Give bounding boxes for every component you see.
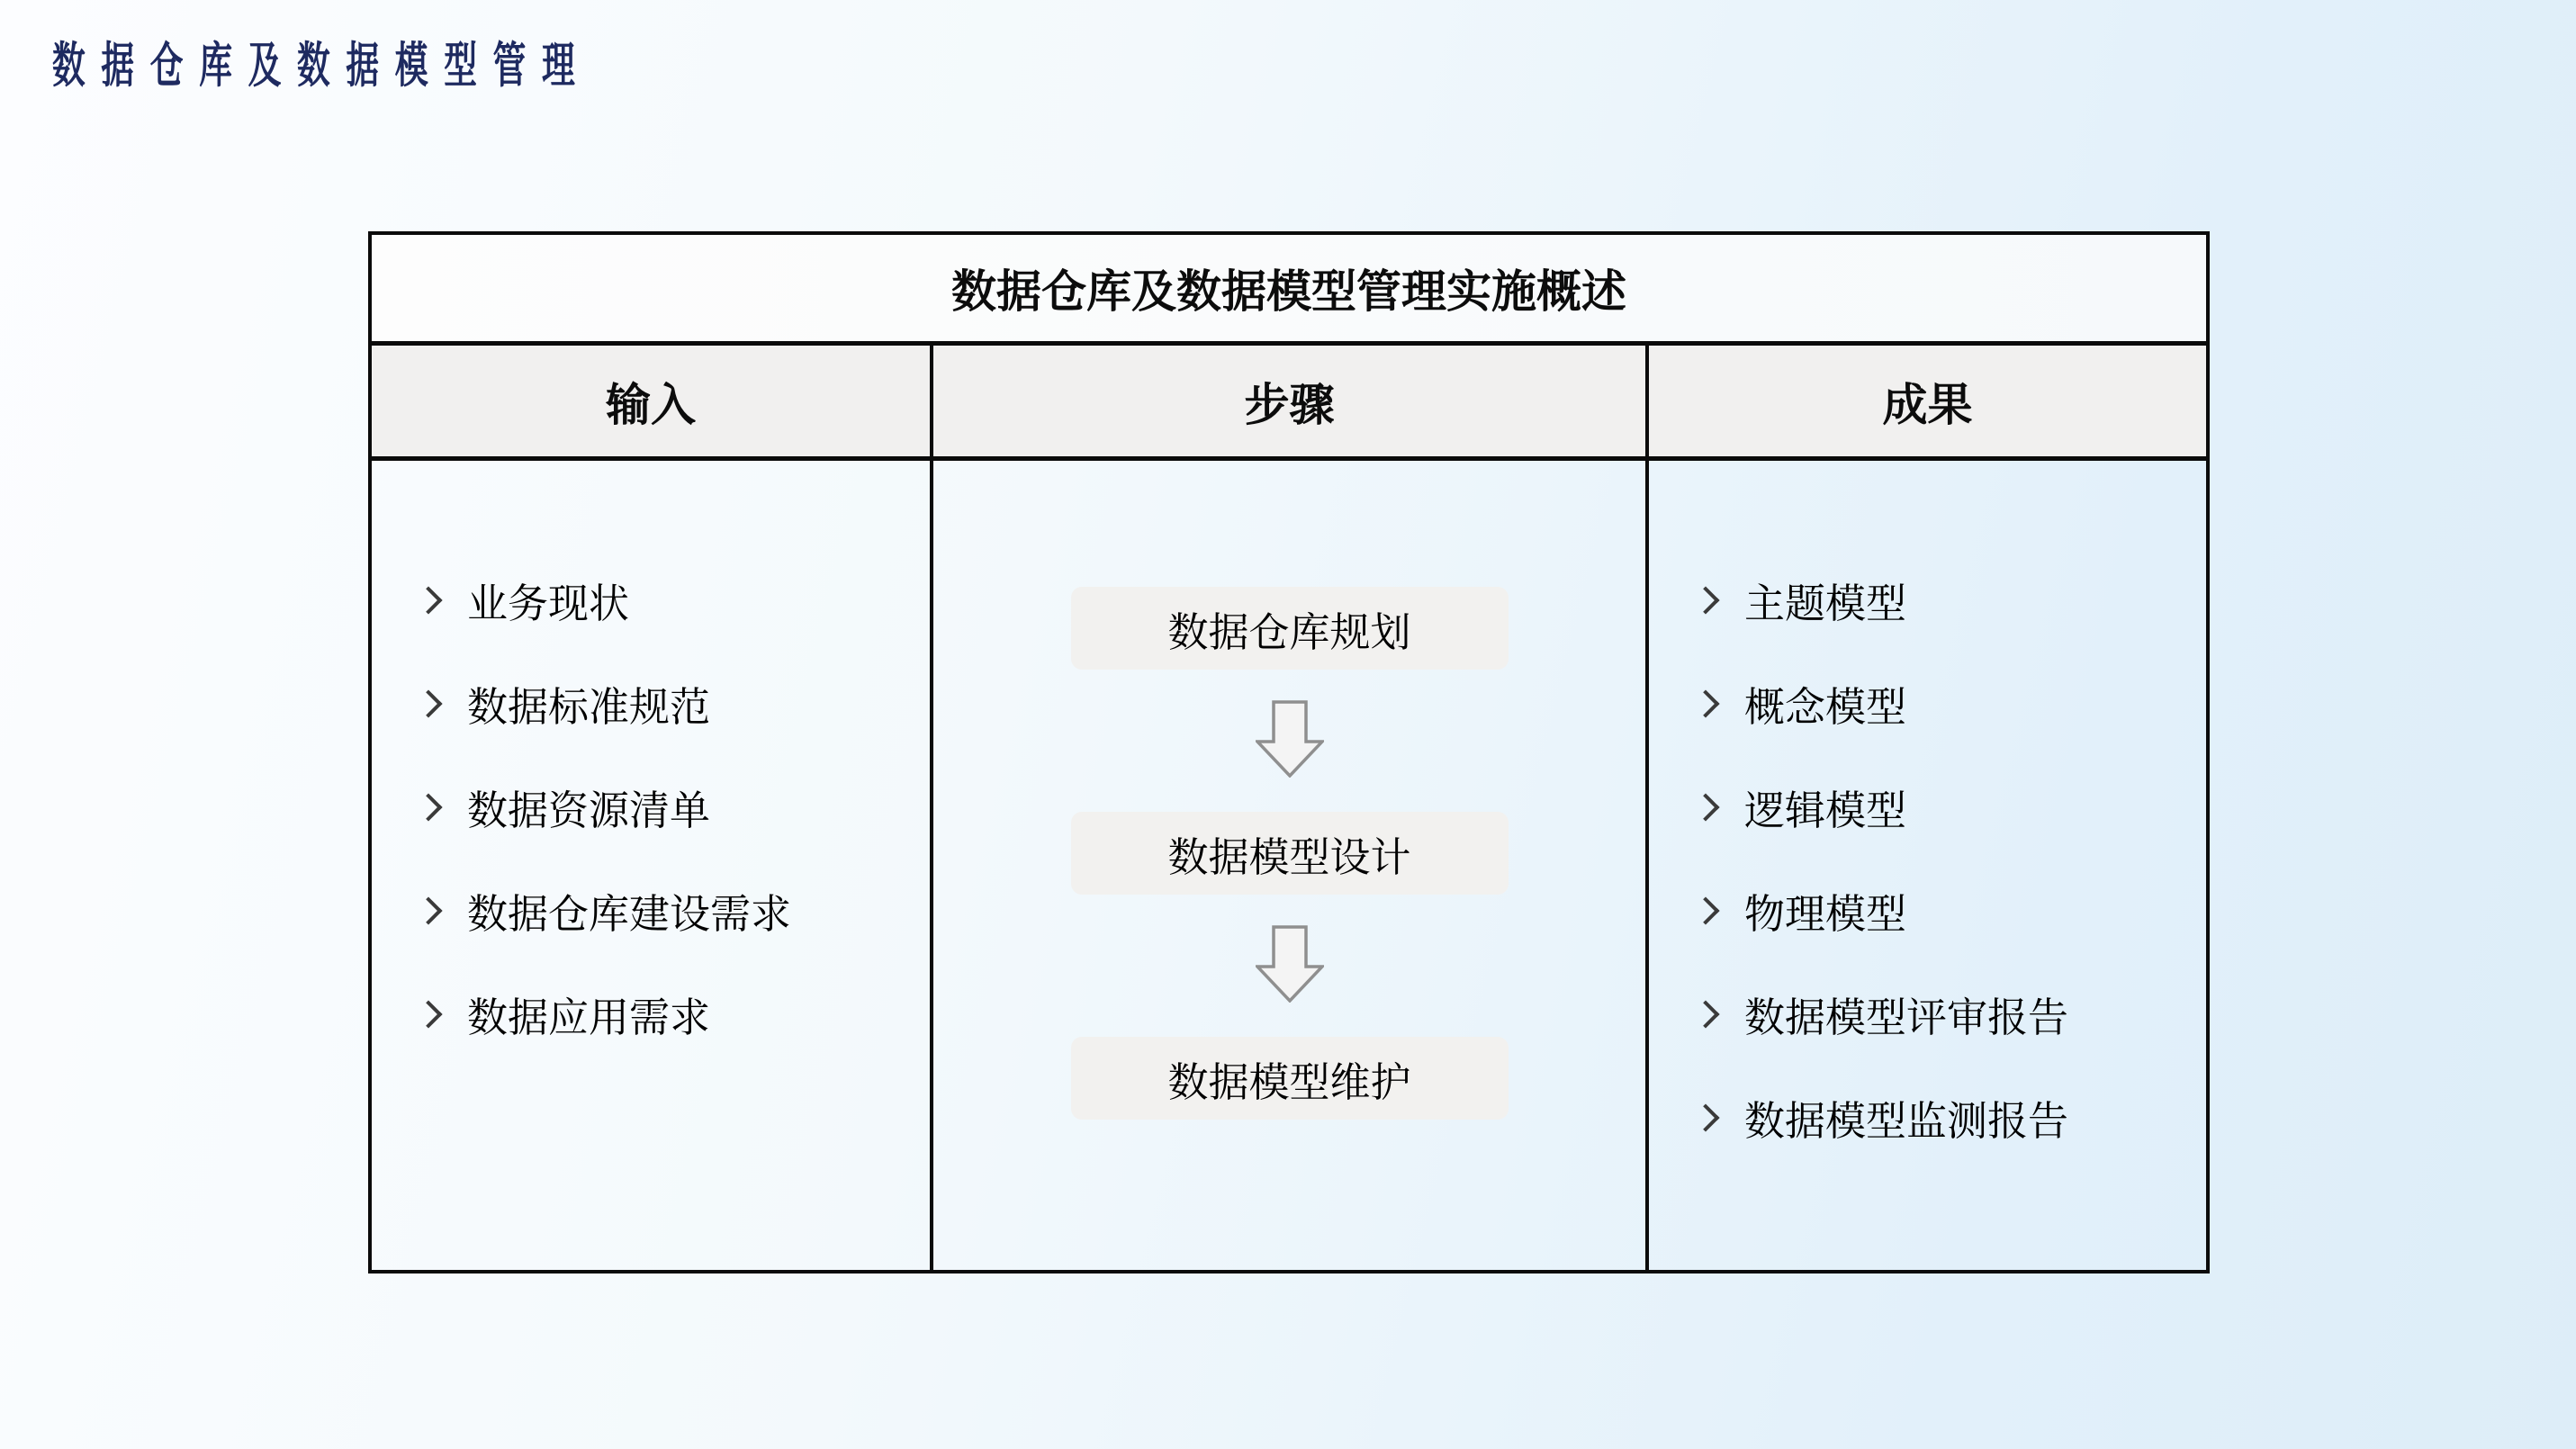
item-label: 逻辑模型 xyxy=(1744,788,1907,833)
chevron-right-icon xyxy=(414,689,442,717)
item-label: 物理模型 xyxy=(1744,891,1907,937)
page-title: 数据仓库及数据模型管理 xyxy=(52,39,591,93)
list-item xyxy=(1690,859,2206,962)
table-body xyxy=(372,461,2206,1270)
item-label: 数据应用需求 xyxy=(467,994,711,1040)
item-label: 数据模型评审报告 xyxy=(1744,994,2069,1040)
chevron-right-icon xyxy=(1691,793,1719,821)
step-label: 数据模型维护 xyxy=(1167,1058,1411,1105)
input-list xyxy=(372,461,930,1066)
chevron-right-icon xyxy=(414,896,442,924)
list-item xyxy=(1690,1066,2206,1169)
results-list xyxy=(1649,461,2206,1169)
chevron-right-icon xyxy=(1691,1000,1719,1028)
overview-table xyxy=(368,231,2210,1274)
list-item xyxy=(1690,652,2206,755)
steps-flow xyxy=(933,461,1645,1120)
chevron-right-icon xyxy=(1691,689,1719,717)
list-item xyxy=(413,548,930,652)
results-column xyxy=(1645,461,2206,1270)
column-header-steps: 步骤 xyxy=(930,346,1645,456)
item-label: 数据标准规范 xyxy=(467,684,711,730)
list-item xyxy=(1690,962,2206,1066)
item-label: 数据仓库建设需求 xyxy=(467,891,792,937)
step-box-planning xyxy=(1071,587,1509,670)
list-item xyxy=(1690,548,2206,652)
chevron-right-icon xyxy=(414,1000,442,1028)
chevron-right-icon xyxy=(1691,896,1719,924)
item-label: 业务现状 xyxy=(467,580,630,626)
list-item xyxy=(1690,755,2206,859)
step-box-design xyxy=(1071,812,1509,895)
input-column xyxy=(372,461,930,1270)
step-box-maintenance xyxy=(1071,1037,1509,1120)
list-item xyxy=(413,652,930,755)
list-item xyxy=(413,755,930,859)
column-header-results: 成果 xyxy=(1645,346,2206,456)
down-arrow-icon xyxy=(1256,700,1324,778)
item-label: 数据模型监测报告 xyxy=(1744,1098,2069,1144)
column-header-input: 输入 xyxy=(606,379,696,430)
down-arrow-icon xyxy=(1256,925,1324,1003)
item-label: 主题模型 xyxy=(1744,580,1907,626)
list-item xyxy=(413,962,930,1066)
chevron-right-icon xyxy=(414,793,442,821)
chevron-right-icon xyxy=(1691,1103,1719,1131)
item-label: 数据资源清单 xyxy=(467,788,711,833)
chevron-right-icon xyxy=(414,586,442,614)
table-title: 数据仓库及数据模型管理实施概述 xyxy=(372,235,2206,346)
step-label: 数据仓库规划 xyxy=(1167,608,1411,655)
steps-column xyxy=(930,461,1645,1270)
item-label: 概念模型 xyxy=(1744,684,1907,730)
step-label: 数据模型设计 xyxy=(1167,833,1411,880)
list-item xyxy=(413,859,930,962)
table-header-row xyxy=(372,346,2206,461)
chevron-right-icon xyxy=(1691,586,1719,614)
